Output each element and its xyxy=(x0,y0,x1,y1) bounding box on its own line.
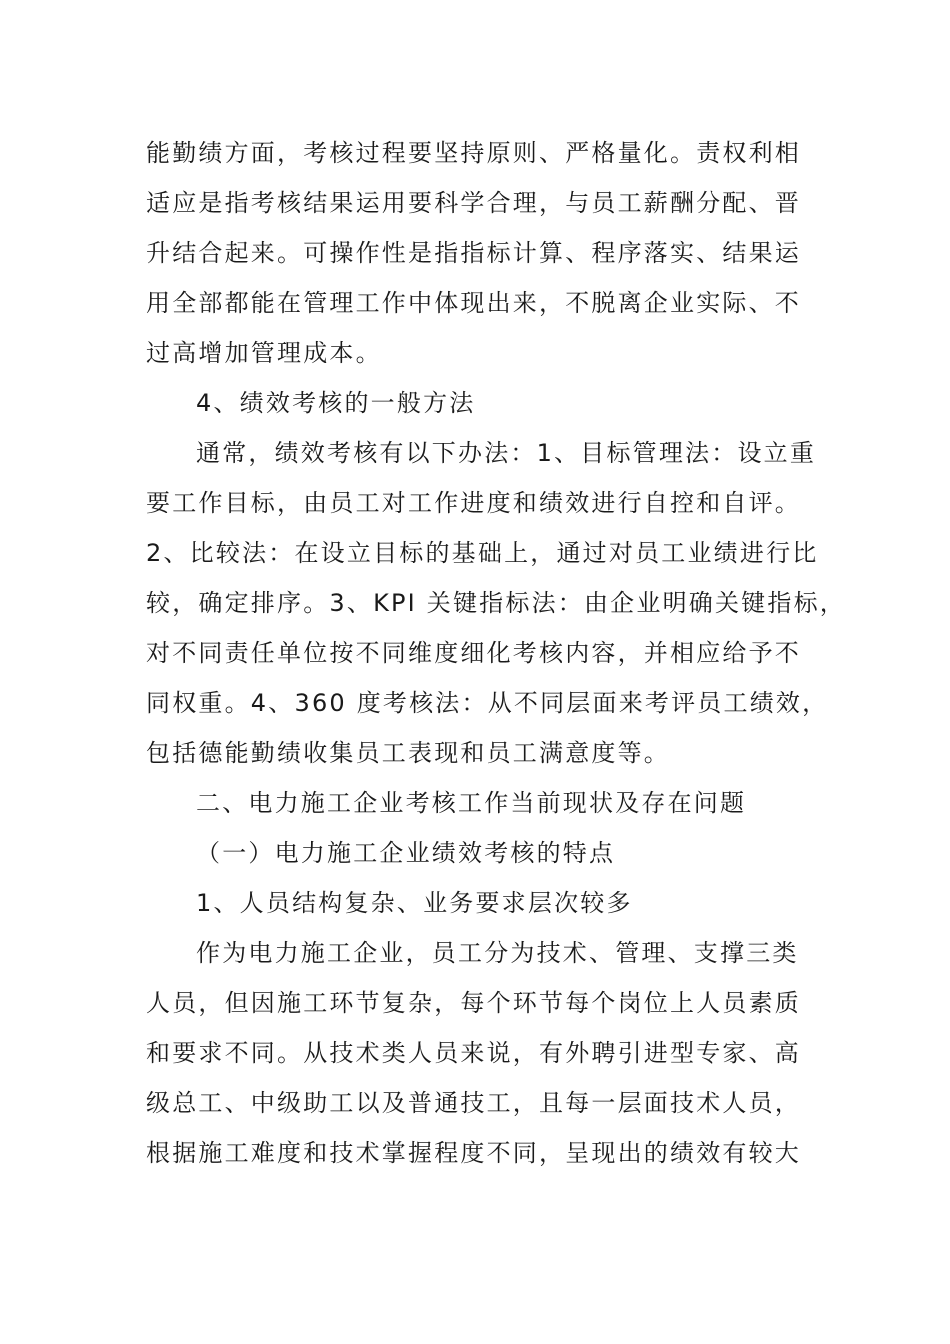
body-line: 适应是指考核结果运用要科学合理，与员工薪酬分配、晋 xyxy=(146,189,801,217)
body-line: 包括德能勤绩收集员工表现和员工满意度等。 xyxy=(146,739,670,767)
item-heading: 1、人员结构复杂、业务要求层次较多 xyxy=(196,889,633,917)
body-line: 同权重。4、360 度考核法：从不同层面来考评员工绩效， xyxy=(146,689,829,717)
body-line: 要工作目标，由员工对工作进度和绩效进行自控和自评。 xyxy=(146,489,801,517)
body-line: 对不同责任单位按不同维度细化考核内容，并相应给予不 xyxy=(146,639,801,667)
document-body xyxy=(146,128,846,1178)
body-line: 和要求不同。从技术类人员来说，有外聘引进型专家、高 xyxy=(146,1039,801,1067)
body-line: 升结合起来。可操作性是指指标计算、程序落实、结果运 xyxy=(146,239,801,267)
chapter-heading: 二、电力施工企业考核工作当前现状及存在问题 xyxy=(196,789,747,817)
body-line: 用全部都能在管理工作中体现出来，不脱离企业实际、不 xyxy=(146,289,801,317)
body-line: 能勤绩方面，考核过程要坚持原则、严格量化。责权利相 xyxy=(146,139,801,167)
body-line: 人员，但因施工环节复杂，每个环节每个岗位上人员素质 xyxy=(146,989,801,1017)
body-line: 较，确定排序。3、KPI 关键指标法：由企业明确关键指标， xyxy=(146,589,846,617)
body-line: 根据施工难度和技术掌握程度不同，呈现出的绩效有较大 xyxy=(146,1139,801,1167)
section-heading: 4、绩效考核的一般方法 xyxy=(196,389,476,417)
paragraph-start-line: 通常，绩效考核有以下办法：1、目标管理法：设立重 xyxy=(196,439,817,467)
body-line: 过高增加管理成本。 xyxy=(146,339,382,367)
subsection-heading: （一）电力施工企业绩效考核的特点 xyxy=(196,839,616,867)
body-line: 级总工、中级助工以及普通技工，且每一层面技术人员， xyxy=(146,1089,801,1117)
paragraph-start-line: 作为电力施工企业，员工分为技术、管理、支撑三类 xyxy=(196,939,799,967)
body-line: 2、比较法：在设立目标的基础上，通过对员工业绩进行比 xyxy=(146,539,819,567)
